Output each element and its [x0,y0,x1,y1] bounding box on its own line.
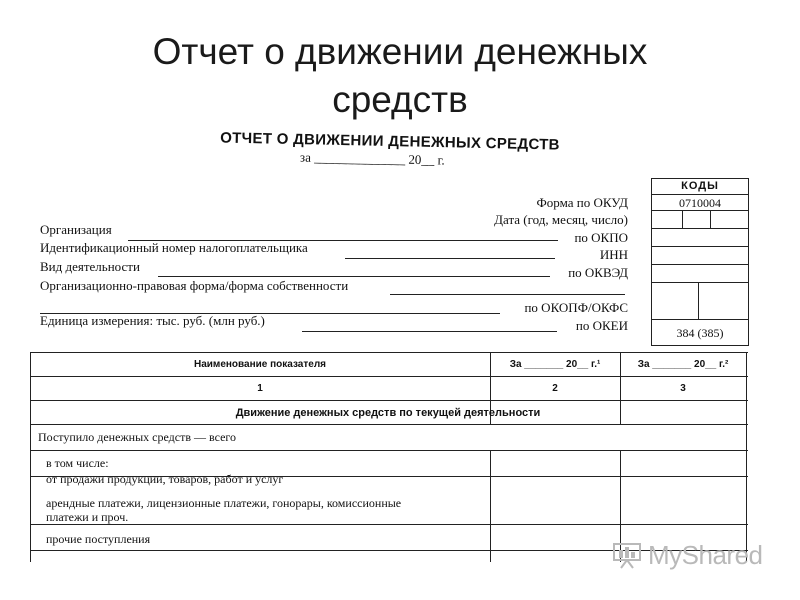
activity-label: Вид деятельности [40,259,140,274]
col-number-3: 3 [680,383,686,394]
row-other-receipts: прочие поступления [46,532,151,546]
activity-field-line [158,276,550,277]
codes-box [651,178,749,346]
row-rent-royalties-cont: платежи и проч. [46,510,129,524]
codes-header: КОДЫ [681,180,719,192]
legal-form-line1 [390,294,625,295]
row-total-receipts: Поступило денежных средств — всего [38,430,237,444]
legal-form-label: Организационно-правовая форма/форма собственности [40,278,349,293]
okei-label: по ОКЕИ [575,318,628,333]
unit-field-line [302,331,557,332]
inn-code-label: ИНН [599,247,628,262]
col-header-period2: За _______ 20__ г.² [637,359,729,370]
okpo-label: по ОКПО [574,230,628,245]
row-rent-royalties: арендные платежи, лицензионные платежи, гонорары, комиссионные [46,496,402,510]
watermark-text: MyShared [648,539,763,570]
form-period: за ______________ 20__ г. [299,149,445,168]
col-header-period1: За _______ 20__ г.¹ [509,359,601,370]
okud-code: 0710004 [679,196,721,210]
myshared-watermark [612,538,763,572]
form-title: ОТЧЕТ О ДВИЖЕНИИ ДЕНЕЖНЫХ СРЕДСТВ [220,129,560,154]
col-number-1: 1 [257,383,263,394]
date-label: Дата (год, месяц, число) [494,212,628,227]
org-label: Организация [40,222,112,237]
slide-title-line1: Отчет о движении денежных [152,31,648,72]
row-sales-receipts: от продажи продукции, товаров, работ и услуг [46,472,284,486]
okved-label: по ОКВЭД [568,265,628,280]
cash-flow-table [30,352,748,562]
slide-title-line2: средств [332,79,468,120]
inn-code-cell [652,246,748,264]
section-operating-activities: Движение денежных средств по текущей деятельности [235,407,541,419]
col-header-name: Наименование показателя [193,359,327,370]
okpo-code-cell [652,228,748,246]
okved-code-cell [652,264,748,282]
okopf-code-cell [652,282,748,319]
okei-code: 384 (385) [676,326,724,340]
col-number-2: 2 [552,383,558,394]
okopf-label: по ОКОПФ/ОКФС [524,300,628,315]
unit-label: Единица измерения: тыс. руб. (млн руб.) [40,313,265,328]
row-including: в том числе: [46,456,109,470]
okud-code-cell [652,194,748,210]
inn-field-line [345,258,555,259]
okei-code-cell [652,319,748,345]
inn-label: Идентификационный номер налогоплательщика [40,240,308,255]
date-code-cell [652,210,748,228]
presentation-board-icon [612,540,642,570]
okud-label: Форма по ОКУД [536,195,628,210]
